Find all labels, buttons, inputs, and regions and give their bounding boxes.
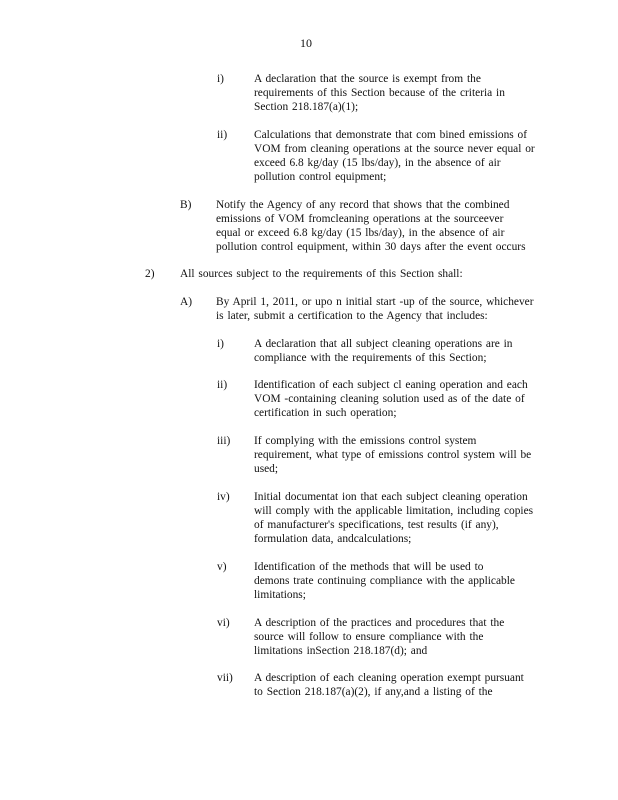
paragraph-line: formulation data, andcalculations;	[254, 533, 412, 545]
paragraph-line: Initial documentat ion that each subject cleaning operation	[254, 491, 528, 503]
paragraph-line: demons trate continuing compliance with the applicable	[254, 575, 515, 587]
item-marker: i)	[217, 73, 224, 85]
paragraph-line: to Section 218.187(a)(2), if any,and a listing of the	[254, 686, 493, 698]
item-marker: vii)	[217, 672, 233, 684]
item-marker: 2)	[145, 268, 155, 280]
paragraph	[254, 490, 533, 546]
item-marker: ii)	[217, 129, 228, 141]
paragraph-line: All sources subject to the requirements of this Section shall:	[180, 268, 463, 280]
paragraph-line: If complying with the emissions control system	[254, 435, 477, 447]
paragraph-line: used;	[254, 463, 279, 475]
paragraph-line: A declaration that all subject cleaning operations are in	[254, 338, 513, 350]
paragraph-line: limitations inSection 218.187(d); and	[254, 645, 428, 657]
paragraph	[254, 337, 513, 365]
paragraph	[254, 72, 505, 114]
page-number: 10	[300, 36, 312, 50]
paragraph	[254, 378, 528, 420]
paragraph	[216, 198, 526, 254]
paragraph-line: exceed 6.8 kg/day (15 lbs/day), in the absence of air	[254, 157, 501, 169]
paragraph-line: certification in such operation;	[254, 407, 397, 419]
paragraph	[254, 616, 504, 658]
paragraph-line: will comply with the applicable limitation, including copies	[254, 505, 534, 517]
item-marker: iii)	[217, 435, 231, 447]
paragraph-line: requirements of this Section because of the criteria in	[254, 87, 505, 99]
paragraph	[254, 128, 535, 184]
item-marker: ii)	[217, 379, 228, 391]
item-marker: i)	[217, 338, 224, 350]
paragraph-line: A description of each cleaning operation exempt pursuant	[254, 672, 524, 684]
paragraph-line: VOM from cleaning operations at the source never equal or	[254, 143, 535, 155]
paragraph-line: Section 218.187(a)(1);	[254, 101, 359, 113]
paragraph	[180, 267, 463, 281]
paragraph	[216, 295, 534, 323]
paragraph-line: VOM -containing cleaning solution used as of the date of	[254, 393, 525, 405]
paragraph-line: of manufacturer's specifications, test results (if any),	[254, 519, 499, 531]
paragraph-line: emissions of VOM fromcleaning operations at the sourceever	[216, 213, 504, 225]
item-marker: A)	[180, 296, 193, 308]
paragraph	[254, 671, 524, 699]
paragraph-line: limitations;	[254, 589, 306, 601]
paragraph-line: is later, submit a certification to the Agency that includes:	[216, 310, 488, 322]
paragraph-line: equal or exceed 6.8 kg/day (15 lbs/day), in the absence of air	[216, 227, 505, 239]
paragraph-line: Identification of each subject cl eaning operation and each	[254, 379, 528, 391]
paragraph	[254, 560, 515, 602]
paragraph-line: pollution control equipment;	[254, 171, 387, 183]
paragraph-line: requirement, what type of emissions control system will be	[254, 449, 532, 461]
item-marker: B)	[180, 199, 192, 211]
paragraph-line: compliance with the requirements of this Section;	[254, 352, 487, 364]
paragraph-line: A description of the practices and procedures that the	[254, 617, 505, 629]
item-marker: vi)	[217, 617, 230, 629]
item-marker: v)	[217, 561, 227, 573]
paragraph-line: A declaration that the source is exempt from the	[254, 73, 481, 85]
paragraph	[254, 434, 531, 476]
paragraph-line: Identification of the methods that will be used to	[254, 561, 484, 573]
item-marker: iv)	[217, 491, 230, 503]
paragraph-line: Calculations that demonstrate that com bined emissions of	[254, 129, 528, 141]
paragraph-line: source will follow to ensure compliance with the	[254, 631, 484, 643]
paragraph-line: Notify the Agency of any record that shows that the combined	[216, 199, 510, 211]
paragraph-line: By April 1, 2011, or upo n initial start -up of the source, whichever	[216, 296, 534, 308]
paragraph-line: pollution control equipment, within 30 days after the event occurs	[216, 241, 526, 253]
